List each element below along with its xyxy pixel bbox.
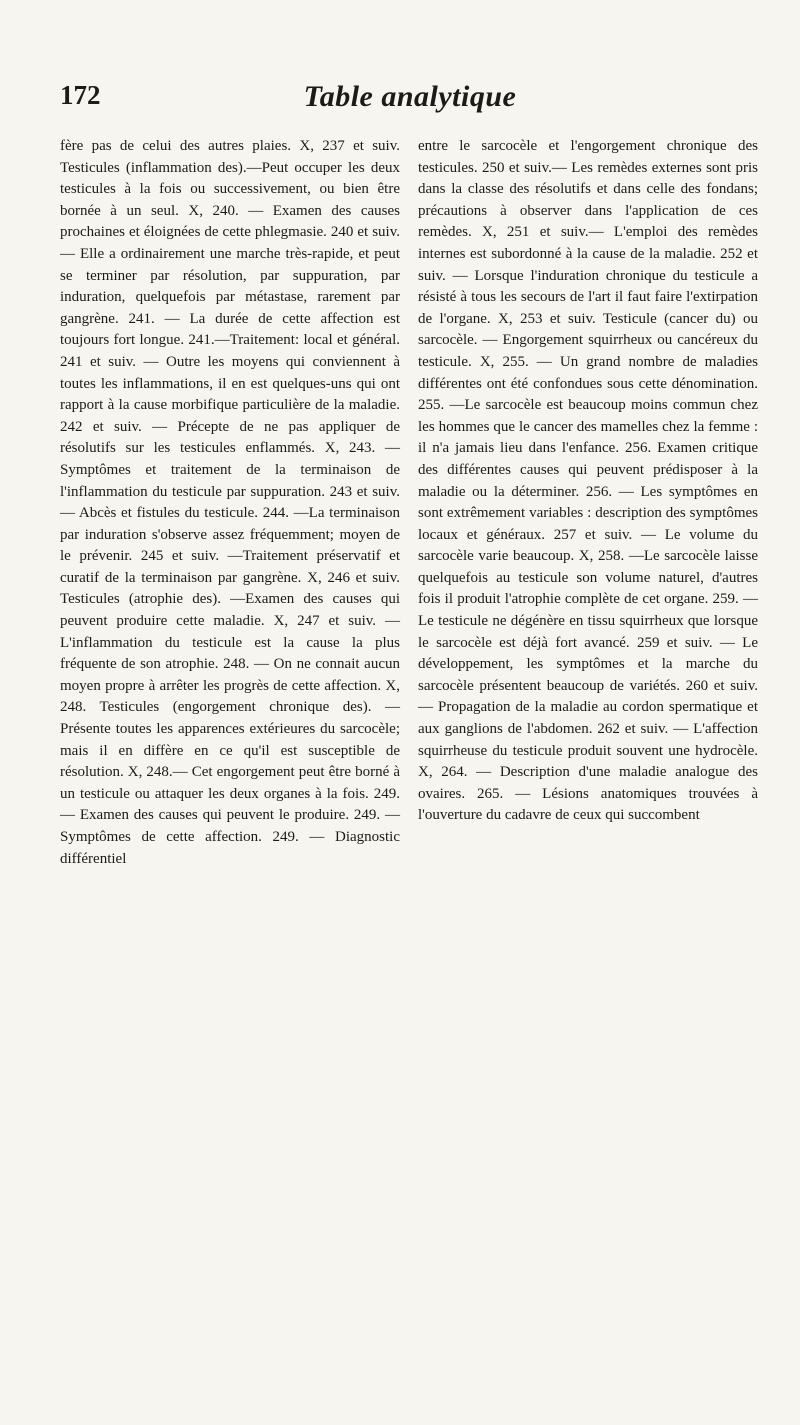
left-column (60, 136, 400, 870)
text-columns (60, 136, 760, 870)
right-column (418, 136, 758, 870)
left-column-text: fère pas de celui des autres plaies. X, 237 et suiv. Testicules (inflammation des).—Peut occuper les deux testicules à la fois ou successivement, ou bien être bornée à un seul. X, 240. — Examen des causes prochaines et éloignées de cette phlegmasie. 240 et suiv. — Elle a ordinairement une marche très-rapide, et peut se terminer par résolution, par suppuration, par induration, quelquefois par métastase, rarement par gangrène. 241. — La durée de cette affection est toujours fort longue. 241.—Traitement: local et général. 241 et suiv. — Outre les moyens qui conviennent à toutes les inflammations, il en est quelques-uns qui ont rapport à la cause morbifique particulière de la maladie. 242 et suiv. — Précepte de ne pas appliquer de résolutifs sur les testicules enflammés. X, 243. —Symptômes et traitement de la terminaison de l'inflammation du testicule par suppuration. 243 et suiv. — Abcès et fistules du testicule. 244. —La terminaison par induration s'observe assez fréquemment; moyen de le prévenir. 245 et suiv. —Traitement préservatif et curatif de la terminaison par gangrène. X, 246 et suiv. Testicules (atrophie des). —Examen des causes qui peuvent produire cette maladie. X, 247 et suiv. — L'inflammation du testicule est la cause la plus fréquente de son atrophie. 248. — On ne connait aucun moyen propre à arrêter les progrès de cette affection. X, 248. Testicules (engorgement chronique des). — Présente toutes les apparences extérieures du sarcocèle; mais il en diffère en ce qu'il est susceptible de résolution. X, 248.— Cet engorgement peut être borné à un testicule ou attaquer les deux organes à la fois. 249. — Examen des causes qui peuvent le produire. 249. — Symptômes de cette affection. 249. — Diagnostic différentiel (60, 138, 400, 867)
book-page (60, 80, 760, 1410)
running-title: Table analytique (303, 80, 517, 113)
page-number: 172 (60, 80, 101, 110)
right-column-text: entre le sarcocèle et l'engorgement chronique des testicules. 250 et suiv.— Les remèdes externes sont pris dans la classe des résolutifs et dans celle des fondans; précautions à observer dans l'application de ces remèdes. X, 251 et suiv.— L'emploi des remèdes internes est subordonné à la cause de la maladie. 252 et suiv. — Lorsque l'induration chronique du testicule a résisté à tous les secours de l'art il faut faire l'extirpation de l'organe. X, 253 et suiv. Testicule (cancer du) ou sarcocèle. — Engorgement squirrheux ou cancéreux du testicule. X, 255. — Un grand nombre de maladies différentes ont été confondues sous cette dénomination. 255. —Le sarcocèle est beaucoup moins commun chez les hommes que le cancer des mamelles chez la femme : il n'a jamais lieu dans l'enfance. 256. Examen critique des différentes causes qui peuvent prédisposer à la maladie ou la déterminer. 256. — Les symptômes en sont extrêmement variables : description des symptômes locaux et généraux. 257 et suiv. — Le volume du sarcocèle varie beaucoup. X, 258. —Le sarcocèle laisse quelquefois au testicule son volume naturel, d'autres fois il produit l'atrophie complète de cet organe. 259. — Le testicule ne dégénère en tissu squirrheux que lorsque le sarcocèle est déjà fort avancé. 259 et suiv. — Le développement, les symptômes et la marche du sarcocèle présentent beaucoup de variétés. 260 et suiv. — Propagation de la maladie au cordon spermatique et aux ganglions de l'abdomen. 262 et suiv. — L'affection squirrheuse du testicule produit souvent une hydrocèle. X, 264. — Description d'une maladie analogue des ovaires. 265. — Lésions anatomiques trouvées à l'ouverture du cadavre de ceux qui succombent (418, 138, 758, 824)
page-header (60, 80, 760, 136)
